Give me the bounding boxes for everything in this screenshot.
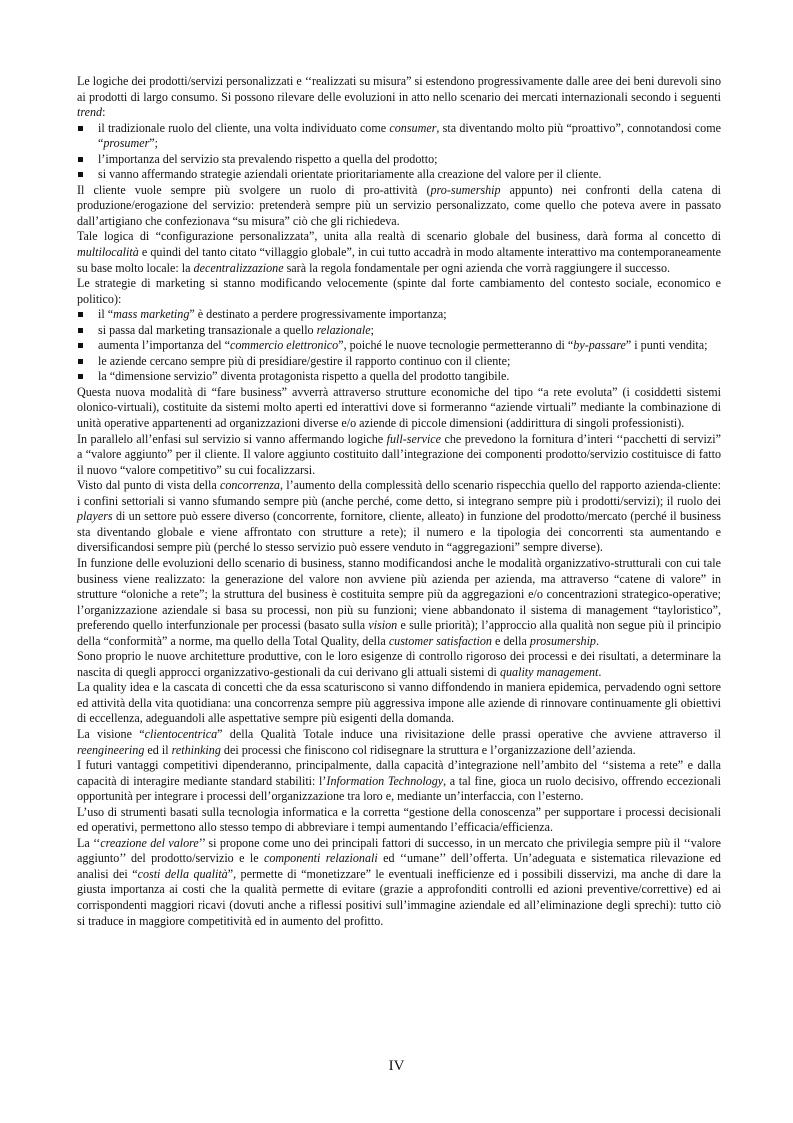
paragraph: Il cliente vuole sempre più svolgere un ruolo di pro-attività (pro-sumership appunto) nei confronti della catena di produzione/erogazione del servizio: pretenderà sempre più un servizio personalizzato, come quello che poteva avere in passato dall’artigiano che confezionava “su misura” ciò che gli richiedeva. xyxy=(77,182,721,228)
bullet-list xyxy=(77,307,721,385)
paragraph: Sono proprio le nuove architetture produttive, con le loro esigenze di controllo rigoroso dei processi e dei risultati, a determinare la nascita di quegli approcci organizzativo-gestionali da cui derivano gli attuali sistemi di quality management. xyxy=(77,649,721,679)
paragraph: In parallelo all’enfasi sul servizio si vanno affermando logiche full-service che prevedono la fornitura d’interi ‘‘pacchetti di servizi” a “valore aggiunto” per il cliente. Il valore aggiunto costituito dall’integrazione dei componenti prodotto/servizio costituisce di fatto il nuovo “valore competitivo” su cui focalizzarsi. xyxy=(77,431,721,477)
paragraph: Le logiche dei prodotti/servizi personalizzati e ‘‘realizzati su misura” si estendono progressivamente dalle aree dei beni durevoli sino ai prodotti di largo consumo. Si possono rilevare delle evoluzioni in atto nello scenario dei mercati internazionali secondo i seguenti trend: xyxy=(77,74,721,120)
bullet-item: la “dimensione servizio” diventa protagonista rispetto a quella del prodotto tangibile. xyxy=(77,369,721,385)
paragraph: La visione “clientocentrica” della Qualità Totale induce una rivisitazione delle prassi operative che avviene attraverso il reengineering ed il rethinking dei processi che finiscono col ridisegnare la struttura e l’organizzazione dell’azienda. xyxy=(77,726,721,757)
paragraph: Visto dal punto di vista della concorrenza, l’aumento della complessità dello scenario rispecchia quello del rapporto azienda-cliente: i confini settoriali si vanno sfumando sempre più (anche perché, come detto, si integrano sempre più i prodotti/servizi); il ruolo dei players di un settore può essere diverso (concorrente, fornitore, cliente, alleato) in funzione del prodotto/mercato (perché il business sta diventando globale e viene affrontato con strutture a rete); il numero e la tipologia dei concorrenti sta aumentando e diversificandosi sempre più (perché lo stesso servizio può essere venduto in “aggregazioni” sempre diverse). xyxy=(77,478,721,555)
bullet-item: le aziende cercano sempre più di presidiare/gestire il rapporto continuo con il cliente; xyxy=(77,354,721,370)
paragraph: L’uso di strumenti basati sulla tecnologia informatica e la corretta “gestione della conoscenza” per supportare i processi decisionali ed operativi, permettono allo stesso tempo di abbreviare i tempi aumentando l’efficacia/efficienza. xyxy=(77,804,721,835)
paragraph: Tale logica di “configurazione personalizzata”, unita alla realtà di scenario globale del business, darà forma al concetto di multilocalità e quindi del tanto citato “villaggio globale”, in cui tutto accadrà in modo altamente interattivo ma contemporaneamente su base molto locale: la decentralizzazione sarà la regola fondamentale per ogni azienda che vorrà raggiungere il successo. xyxy=(77,229,721,275)
paragraph: La ‘‘creazione del valore’’ si propone come uno dei principali fattori di successo, in un mercato che privilegia sempre più il ‘‘valore aggiunto’’ del prodotto/servizio e le componenti relazionali ed ‘‘umane’’ dell’offerta. Un’adeguata e sistematica rilevazione ed analisi dei “costi della qualità”, permette di “monetizzare” le eventuali inefficienze ed i possibili disservizi, ma anche di dare la giusta importanza ai costi che la qualità permette di evitare (grazie a approfonditi controlli ed azioni preventive/correttive) ed ai corrispondenti maggiori ricavi (dovuti anche a riflessi positivi sull’immagine aziendale ed all’eliminazione degli sprechi): tutto ciò si traduce in maggiore competitività ed in aumento del profitto. xyxy=(77,835,722,928)
bullet-item: il “mass marketing” è destinato a perdere progressivamente importanza; xyxy=(77,307,721,323)
bullet-list xyxy=(77,121,721,183)
page-number: IV xyxy=(388,1058,405,1074)
paragraph: Le strategie di marketing si stanno modificando velocemente (spinte dal forte cambiamento del contesto sociale, economico e politico): xyxy=(77,276,721,306)
paragraph: In funzione delle evoluzioni dello scenario di business, stanno modificandosi anche le modalità organizzativo-strutturali con cui tale business viene realizzato: la generazione del valore non avviene più azienda per azienda, ma attraverso “catene di valore” in strutture “oloniche a rete”; la struttura del business è costituita sempre più da aggregazioni e/o concentrazioni strategico-operative; l’organizzazione aziendale si basa su processi, non più su funzioni; viene abbandonato il sistema di management “tayloristico”, preferendo quello interfunzionale per processi (basato sulla vision e sulle priorità); l’approccio alla qualità non segue più il principio della “conformità” a norme, ma quello della Total Quality, della customer satisfaction e della prosumership. xyxy=(77,555,721,648)
page-body xyxy=(77,74,721,929)
bullet-item: il tradizionale ruolo del cliente, una volta individuato come consumer, sta diventando molto più “proattivo”, connotandosi come “prosumer”; xyxy=(77,121,721,152)
bullet-item: l’importanza del servizio sta prevalendo rispetto a quella del prodotto; xyxy=(77,152,721,168)
bullet-item: si passa dal marketing transazionale a quello relazionale; xyxy=(77,323,721,339)
paragraph: I futuri vantaggi competitivi dipenderanno, principalmente, dalla capacità d’integrazione nell’ambito del ‘‘sistema a rete” e dalla capacità di interagire mediante standard stabiliti: l’Information Technology, a tal fine, gioca un ruolo decisivo, offrendo eccezionali opportunità per integrare i processi dell’organizzazione tra loro e, mediante un’interfaccia, con l’esterno. xyxy=(77,758,722,804)
paragraph: Questa nuova modalità di “fare business” avverrà attraverso strutture economiche del tipo “a rete evoluta” (i cosiddetti sistemi olonico-virtuali), costituite da sistemi molto aperti ed interattivi dove si formeranno “aziende virtuali” mediante la combinazione di unità operative appartenenti ad organizzazioni diverse e/o aziende di piccole dimensioni (addirittura di singoli professionisti). xyxy=(77,384,721,431)
paragraph: La quality idea e la cascata di concetti che da essa scaturiscono si vanno diffondendo in maniera epidemica, pervadendo ogni settore ed attività della vita quotidiana: una concorrenza sempre più aggressiva impone alle aziende di rinnovare continuamente gli obiettivi di eccellenza, adeguandoli alle aspettative sempre più esigenti della domanda. xyxy=(77,680,721,726)
bullet-item: aumenta l’importanza del “commercio elettronico”, poiché le nuove tecnologie permetteranno di “by-passare” i punti vendita; xyxy=(77,338,721,354)
bullet-item: si vanno affermando strategie aziendali orientate prioritariamente alla creazione del valore per il cliente. xyxy=(77,167,721,183)
